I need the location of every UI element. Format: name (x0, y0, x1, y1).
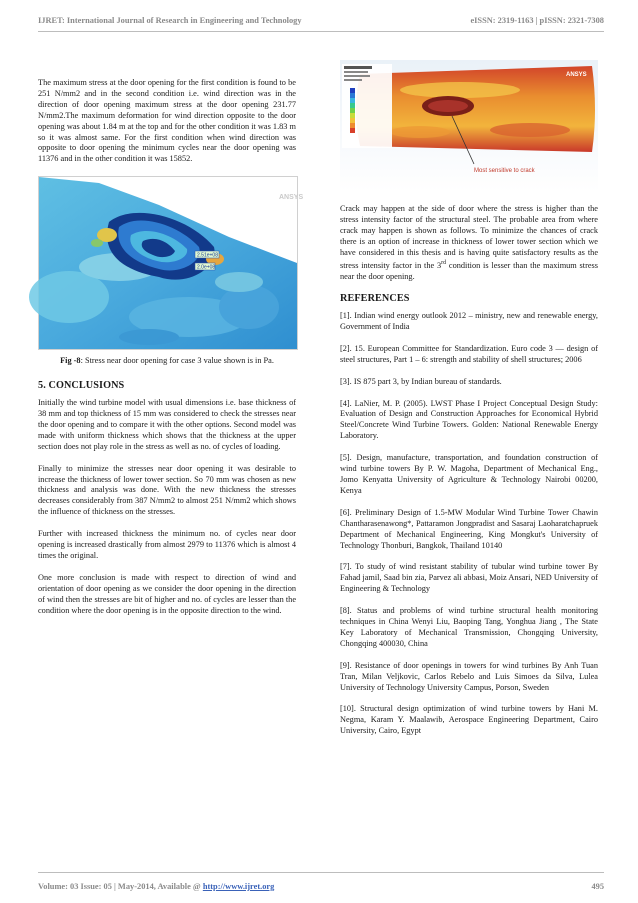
issn: eISSN: 2319-1163 | pISSN: 2321-7308 (470, 16, 604, 25)
journal-name: IJRET: International Journal of Research in Engineering and Technology (38, 16, 302, 25)
left-column (38, 78, 304, 627)
reference-item: [7]. To study of wind resistant stability of tubular wind turbine tower By Fahad jamil, Saad bin zia, Parvez ali abbasi, Moiz Ansari, NED University of Engineering & Technology (340, 562, 598, 594)
conclusion-paragraph-3: Further with increased thickness the minimum no. of cycles near door opening is increased drastically from almost 2979 to 11376 which is almost 4 times the original. (38, 529, 296, 560)
figure-8-caption-label: Fig -8 (60, 356, 81, 366)
reference-item: [6]. Preliminary Design of 1.5-MW Modular Wind Turbine Tower Chawin Chantharasenawong*, Pattaramon Jongpradist and Sasaraj Laoharatchapruek Department of Mechanical Engineering, King Mongkut's University of Technology Thonburi, Bangkok, Thailand 10140 (340, 507, 598, 550)
figure-8-caption (38, 356, 296, 367)
reference-list (340, 311, 598, 737)
paragraph-results: The maximum stress at the door opening for the first condition is found to be 251 N/mm2 and in the second condition i.e. wind direction was in the direction of door opening maximum stress at the door opening 231.77 N/mm2.The maximum deformation for wind direction opposite to the door opening was about 1.84 m at the top and for the other condition it was 1.83 m so it was almost same. For the first condition when wind direction was opposite to door opening the minimum cycles near the door opening was 11376 and in the other condition it was 15852. (38, 78, 296, 164)
right-column (340, 72, 598, 748)
reference-item: [3]. IS 875 part 3, by Indian bureau of standards. (340, 376, 502, 386)
header-rule (38, 31, 604, 32)
probe-label-2: 2.0e+08 (197, 264, 216, 271)
reference-item: [10]. Structural design optimization of wind turbine towers by Hani M. Negma, Karam Y. Maalawib, Aerospace Engineering Department, Cairo University, Cairo, Egypt (340, 704, 598, 736)
paragraph-crack (340, 204, 598, 283)
running-header (38, 16, 604, 25)
ansys-logo: ANSYS (279, 194, 304, 202)
crack-sensitivity-figure (340, 60, 598, 192)
reference-item: [4]. LaNier, M. P. (2005). LWST Phase I Project Conceptual Design Study: Evaluation of Design and Construction Approaches for Economical Hybrid Steel/Concrete Wind Turbine Towers. Golden: National Renewable Energy Laboratory. (340, 398, 598, 441)
ansys-logo-top: ANSYS (566, 72, 587, 78)
crack-contour-plot (340, 60, 598, 192)
reference-item: [2]. 15. European Committee for Standardization. Euro code 3 — design of steel structures, Part 1 – 6: strength and stability of shell structures; 2006 (340, 343, 598, 364)
volume-text: Volume: 03 Issue: 05 | May-2014, Available @ (38, 882, 203, 891)
conclusion-paragraph-2: Finally to minimize the stresses near door opening it was desirable to increase the thickness of lower tower section. So 70 mm was chosen as new thickness and analysis was done. With the new thickness the stresses decreases considerably from 387 N/mm2 to almost 251 N/mm2 which shows the influence of thickness on the stresses. (38, 463, 296, 517)
page-number: 495 (591, 882, 604, 891)
journal-url-link[interactable]: http://www.ijret.org (202, 882, 275, 891)
volume-info (38, 882, 274, 891)
stress-contour-plot (39, 177, 304, 349)
paragraph-crack-text: Crack may happen at the side of door where the stress is higher than the stress intensity factor of the structural steel. The probable area from where crack may happen is shown as follows. To minimize the chances of crack there is an option of increase in thickness of lower tower section which we have considered in this thesis and is having quite satisfactory results as the stress intensity factor in the 3rd condition is lesser than the maximum stress near the door opening. (340, 204, 598, 282)
running-footer (38, 882, 604, 891)
conclusions-heading: 5. CONCLUSIONS (38, 380, 125, 392)
reference-item: [9]. Resistance of door openings in towers for wind turbines By Anh Tuan Tran, Milan Veljkovic, Carlos Rebelo and Luis Simoes da Silva, Lulea University of Technology University Campus, Porson, Sweden (340, 660, 598, 692)
references-heading: REFERENCES (340, 293, 410, 305)
crack-annotation: Most sensitive to crack (474, 168, 535, 174)
conclusion-paragraph-1: Initially the wind turbine model with usual dimensions i.e. base thickness of 38 mm and top thickness of 15 mm was considered to check the stresses near the door opening and to compare it with the other options. Second model was made with uniform thickness which shows that the thickness at the upper section does not play role in the stress as well as no. of cycles of loading. (38, 398, 296, 451)
reference-item: [8]. Status and problems of wind turbine structural health monitoring techniques in China Wenyi Liu, Baoping Tang, Yonghua Jiang , The State Key Laboratory of Mechanical Transmission, Chongqing University, Chongqing 400030, China (340, 606, 598, 648)
reference-item: [5]. Design, manufacture, transportation, and foundation construction of wind turbine towers By P. W. Magoha, Department of Mechanical Eng., Jomo Kenyatta University of Agriculture & Technology Nairobi 00200, Kenya (340, 453, 598, 495)
probe-label-1: 2.51e+08 (197, 252, 218, 259)
conclusion-paragraph-4: One more conclusion is made with respect to direction of wind and orientation of door opening as we consider the door opening in the direction of wind then the stresses are bit of higher and no. of cycles are lesser than the condition where the door opening is in the opposite direction to the wind. (38, 572, 296, 615)
footer-rule (38, 872, 604, 873)
figure-8-caption-text: : Stress near door opening for case 3 value shown is in Pa. (80, 356, 274, 366)
reference-item: [1]. Indian wind energy outlook 2012 – ministry, new and renewable energy, Government of India (340, 311, 598, 331)
figure-8 (38, 176, 304, 350)
